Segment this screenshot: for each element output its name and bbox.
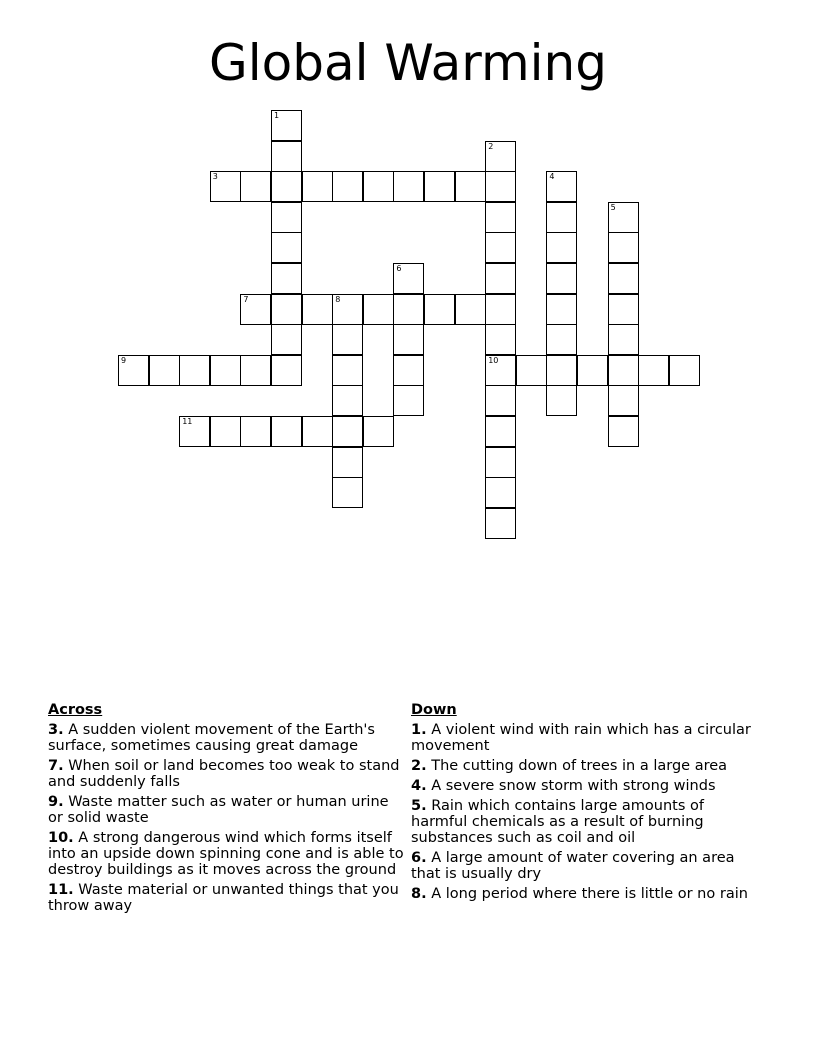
crossword-cell[interactable] — [332, 416, 363, 447]
crossword-cell-11[interactable] — [179, 416, 210, 447]
clue-text: Rain which contains large amounts of harmful chemicals as a result of burning substances such as coil and oil — [411, 798, 704, 846]
crossword-cell[interactable] — [363, 171, 394, 202]
crossword-cell[interactable] — [393, 171, 424, 202]
crossword-cell[interactable] — [485, 171, 516, 202]
crossword-cell[interactable] — [302, 294, 333, 325]
crossword-cell-3[interactable] — [210, 171, 241, 202]
crossword-cell[interactable] — [608, 324, 639, 355]
crossword-cell[interactable] — [332, 171, 363, 202]
crossword-cell[interactable] — [669, 355, 700, 386]
crossword-cell[interactable] — [577, 355, 608, 386]
crossword-cell-7[interactable] — [240, 294, 271, 325]
clue-number: 9. — [48, 794, 64, 810]
cell-number: 9 — [121, 355, 127, 365]
cell-number: 11 — [182, 417, 193, 426]
crossword-cell[interactable] — [332, 355, 363, 386]
crossword-cell[interactable] — [424, 294, 455, 325]
crossword-cell[interactable] — [608, 355, 639, 386]
clue-number: 8. — [411, 886, 427, 902]
clue-across-11 — [48, 882, 404, 914]
crossword-cell[interactable] — [271, 416, 302, 447]
clue-down-8 — [411, 886, 756, 902]
crossword-cell-1[interactable] — [271, 110, 302, 141]
clue-number: 11. — [48, 882, 74, 898]
crossword-cell[interactable] — [240, 171, 271, 202]
crossword-cell[interactable] — [485, 263, 516, 294]
crossword-cell[interactable] — [485, 232, 516, 263]
crossword-cell[interactable] — [179, 355, 210, 386]
clue-text: A violent wind with rain which has a circular movement — [411, 722, 751, 754]
clue-down-5 — [411, 798, 756, 846]
clue-down-6 — [411, 850, 756, 882]
clue-number: 3. — [48, 722, 64, 738]
cell-number: 7 — [243, 294, 249, 304]
crossword-cell[interactable] — [271, 202, 302, 233]
crossword-cell-2[interactable] — [485, 141, 516, 172]
crossword-cell[interactable] — [485, 385, 516, 416]
crossword-cell[interactable] — [546, 232, 577, 263]
crossword-cell[interactable] — [485, 508, 516, 539]
down-clues — [411, 702, 756, 906]
clue-across-10 — [48, 830, 404, 878]
crossword-cell[interactable] — [302, 171, 333, 202]
crossword-cell[interactable] — [271, 171, 302, 202]
clue-text: The cutting down of trees in a large area — [426, 758, 728, 774]
clue-down-2 — [411, 758, 756, 774]
crossword-cell[interactable] — [485, 202, 516, 233]
crossword-cell[interactable] — [210, 416, 241, 447]
cell-number: 3 — [212, 172, 218, 182]
cell-number: 5 — [610, 202, 616, 212]
clue-text: A long period where there is little or no rain — [426, 886, 748, 902]
crossword-cell[interactable] — [608, 385, 639, 416]
cell-number: 1 — [274, 111, 280, 120]
crossword-cell-5[interactable] — [608, 202, 639, 233]
clue-down-4 — [411, 778, 756, 794]
clue-across-7 — [48, 758, 404, 790]
clue-number: 4. — [411, 778, 427, 794]
crossword-cell[interactable] — [393, 385, 424, 416]
crossword-cell[interactable] — [271, 141, 302, 172]
crossword-cell[interactable] — [332, 385, 363, 416]
crossword-cell[interactable] — [546, 355, 577, 386]
crossword-cell[interactable] — [485, 324, 516, 355]
clue-text: Waste matter such as water or human urine or solid waste — [48, 794, 389, 826]
crossword-cell[interactable] — [608, 232, 639, 263]
crossword-cell[interactable] — [485, 294, 516, 325]
cell-number: 4 — [549, 172, 555, 182]
crossword-cell-4[interactable] — [546, 171, 577, 202]
crossword-cell[interactable] — [332, 324, 363, 355]
clue-number: 2. — [411, 758, 427, 774]
clue-text: A sudden violent movement of the Earth's surface, sometimes causing great damage — [48, 722, 375, 754]
clue-number: 5. — [411, 798, 427, 814]
crossword-cell[interactable] — [455, 171, 486, 202]
clue-text: A large amount of water covering an area that is usually dry — [411, 850, 735, 882]
crossword-cell-10[interactable] — [485, 355, 516, 386]
crossword-cell[interactable] — [608, 263, 639, 294]
cell-number: 8 — [335, 294, 341, 304]
clue-number: 1. — [411, 722, 427, 738]
crossword-cell[interactable] — [424, 171, 455, 202]
clue-text: A strong dangerous wind which forms itself into an upside down spinning cone and is able to destroy buildings as it moves across the ground — [48, 830, 404, 878]
cell-number: 2 — [488, 141, 494, 151]
clue-across-3 — [48, 722, 404, 754]
crossword-cell[interactable] — [608, 294, 639, 325]
page-title: Global Warming — [209, 34, 607, 92]
crossword-cell[interactable] — [546, 385, 577, 416]
crossword-cell[interactable] — [546, 294, 577, 325]
crossword-cell-9[interactable] — [118, 355, 149, 386]
crossword-cell[interactable] — [485, 447, 516, 478]
crossword-cell-8[interactable] — [332, 294, 363, 325]
clue-text: When soil or land becomes too weak to stand and suddenly falls — [48, 758, 400, 790]
crossword-cell[interactable] — [546, 324, 577, 355]
crossword-cell[interactable] — [455, 294, 486, 325]
cell-number: 10 — [488, 355, 499, 365]
crossword-cell[interactable] — [393, 355, 424, 386]
cell-number: 6 — [396, 264, 402, 273]
crossword-cell[interactable] — [546, 202, 577, 233]
crossword-cell[interactable] — [332, 447, 363, 478]
across-clues — [48, 702, 404, 918]
crossword-cell[interactable] — [271, 232, 302, 263]
crossword-cell[interactable] — [363, 294, 394, 325]
crossword-cell[interactable] — [240, 416, 271, 447]
crossword-cell[interactable] — [546, 263, 577, 294]
crossword-cell[interactable] — [485, 416, 516, 447]
crossword-cell[interactable] — [210, 355, 241, 386]
crossword-cell-6[interactable] — [393, 263, 424, 294]
clue-across-9 — [48, 794, 404, 826]
down-heading: Down — [411, 702, 457, 718]
crossword-cell[interactable] — [332, 477, 363, 508]
crossword-cell[interactable] — [393, 324, 424, 355]
crossword-cell[interactable] — [271, 324, 302, 355]
crossword-cell[interactable] — [240, 355, 271, 386]
across-heading: Across — [48, 702, 103, 718]
crossword-cell[interactable] — [363, 416, 394, 447]
crossword-cell[interactable] — [271, 355, 302, 386]
crossword-cell[interactable] — [485, 477, 516, 508]
crossword-cell[interactable] — [638, 355, 669, 386]
crossword-cell[interactable] — [271, 263, 302, 294]
crossword-cell[interactable] — [516, 355, 547, 386]
crossword-cell[interactable] — [608, 416, 639, 447]
crossword-cell[interactable] — [393, 294, 424, 325]
crossword-cell[interactable] — [149, 355, 180, 386]
clue-number: 10. — [48, 830, 74, 846]
clue-text: A severe snow storm with strong winds — [426, 778, 716, 794]
clue-number: 6. — [411, 850, 427, 866]
crossword-cell[interactable] — [271, 294, 302, 325]
crossword-cell[interactable] — [302, 416, 333, 447]
clue-text: Waste material or unwanted things that you throw away — [48, 882, 399, 914]
clue-number: 7. — [48, 758, 64, 774]
clue-down-1 — [411, 722, 756, 754]
